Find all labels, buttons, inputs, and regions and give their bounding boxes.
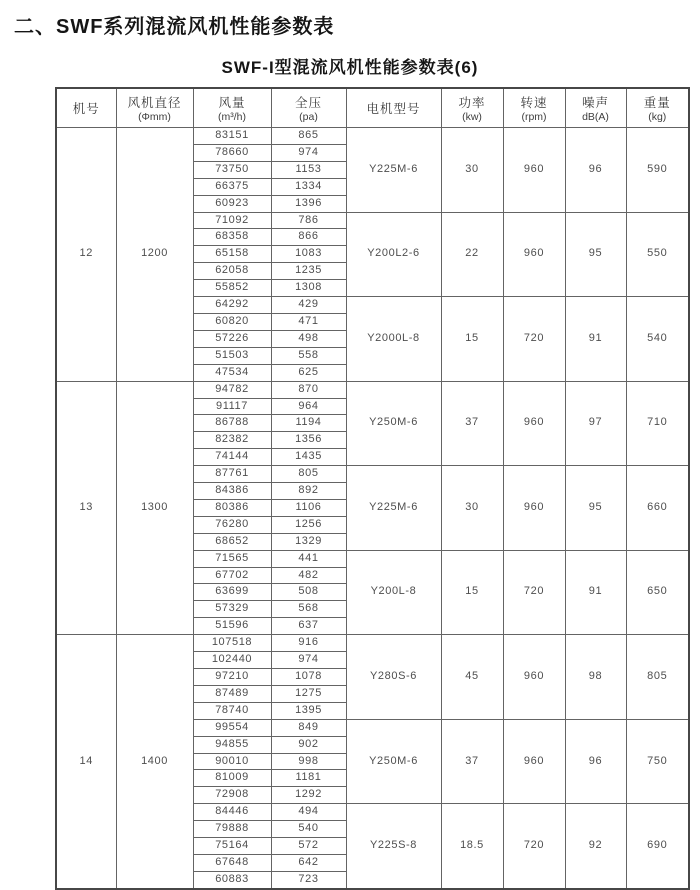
airflow-cell: 84446: [193, 804, 271, 821]
speed-cell: 960: [503, 719, 565, 804]
airflow-cell: 65158: [193, 246, 271, 263]
pressure-cell: 429: [271, 297, 346, 314]
motor-model-cell: Y225S-8: [346, 804, 441, 889]
machine-no-cell: 13: [56, 381, 116, 635]
airflow-cell: 60820: [193, 313, 271, 330]
pressure-cell: 974: [271, 652, 346, 669]
airflow-cell: 76280: [193, 516, 271, 533]
airflow-cell: 75164: [193, 838, 271, 855]
motor-model-cell: Y2000L-8: [346, 297, 441, 382]
pressure-cell: 865: [271, 128, 346, 145]
airflow-cell: 60923: [193, 195, 271, 212]
col-header-weight: [626, 88, 689, 128]
noise-cell: 95: [565, 466, 626, 551]
table-row: [56, 128, 689, 145]
pressure-cell: 471: [271, 313, 346, 330]
airflow-cell: 78740: [193, 702, 271, 719]
airflow-cell: 74144: [193, 449, 271, 466]
pressure-cell: 508: [271, 584, 346, 601]
noise-cell: 92: [565, 804, 626, 889]
airflow-cell: 87761: [193, 466, 271, 483]
pressure-cell: 1078: [271, 669, 346, 686]
weight-cell: 710: [626, 381, 689, 466]
pressure-cell: 1435: [271, 449, 346, 466]
weight-cell: 750: [626, 719, 689, 804]
pressure-cell: 916: [271, 635, 346, 652]
pressure-cell: 1194: [271, 415, 346, 432]
weight-cell: 590: [626, 128, 689, 213]
machine-no-cell: 12: [56, 128, 116, 382]
airflow-cell: 47534: [193, 364, 271, 381]
pressure-cell: 998: [271, 753, 346, 770]
machine-no-cell: 14: [56, 635, 116, 889]
pressure-cell: 625: [271, 364, 346, 381]
speed-cell: 720: [503, 297, 565, 382]
noise-cell: 96: [565, 128, 626, 213]
table-header: [56, 88, 689, 128]
col-header-label: 风量: [218, 96, 246, 110]
pressure-cell: 1275: [271, 685, 346, 702]
motor-model-cell: Y200L2-6: [346, 212, 441, 297]
pressure-cell: 1329: [271, 533, 346, 550]
noise-cell: 91: [565, 297, 626, 382]
table-body: [56, 128, 689, 889]
speed-cell: 960: [503, 212, 565, 297]
airflow-cell: 68358: [193, 229, 271, 246]
fan-diameter-cell: 1200: [116, 128, 193, 382]
airflow-cell: 102440: [193, 652, 271, 669]
power-cell: 22: [441, 212, 503, 297]
pressure-cell: 1334: [271, 178, 346, 195]
pressure-cell: 1308: [271, 280, 346, 297]
speed-cell: 960: [503, 635, 565, 720]
col-header-label: 全压: [294, 96, 322, 110]
pressure-cell: 1256: [271, 516, 346, 533]
speed-cell: 960: [503, 381, 565, 466]
weight-cell: 805: [626, 635, 689, 720]
weight-cell: 660: [626, 466, 689, 551]
col-header-speed: [503, 88, 565, 128]
pressure-cell: 1292: [271, 787, 346, 804]
motor-model-cell: Y200L-8: [346, 550, 441, 635]
pressure-cell: 558: [271, 347, 346, 364]
col-header-label: 转速: [520, 96, 548, 110]
table-row: [56, 381, 689, 398]
airflow-cell: 55852: [193, 280, 271, 297]
power-cell: 15: [441, 550, 503, 635]
weight-cell: 540: [626, 297, 689, 382]
pressure-cell: 1106: [271, 499, 346, 516]
airflow-cell: 66375: [193, 178, 271, 195]
airflow-cell: 83151: [193, 128, 271, 145]
pressure-cell: 974: [271, 144, 346, 161]
airflow-cell: 99554: [193, 719, 271, 736]
pressure-cell: 572: [271, 838, 346, 855]
airflow-cell: 67702: [193, 567, 271, 584]
power-cell: 45: [441, 635, 503, 720]
col-header-label: 电机型号: [366, 102, 421, 116]
airflow-cell: 90010: [193, 753, 271, 770]
pressure-cell: 540: [271, 821, 346, 838]
airflow-cell: 97210: [193, 669, 271, 686]
airflow-cell: 81009: [193, 770, 271, 787]
pressure-cell: 642: [271, 854, 346, 871]
airflow-cell: 80386: [193, 499, 271, 516]
col-header-unit: (kg): [648, 111, 667, 123]
airflow-cell: 67648: [193, 854, 271, 871]
header-row: [56, 88, 689, 128]
airflow-cell: 51596: [193, 618, 271, 635]
pressure-cell: 494: [271, 804, 346, 821]
pressure-cell: 1396: [271, 195, 346, 212]
col-header-diameter: [116, 88, 193, 128]
airflow-cell: 73750: [193, 161, 271, 178]
weight-cell: 550: [626, 212, 689, 297]
pressure-cell: 1395: [271, 702, 346, 719]
pressure-cell: 1083: [271, 246, 346, 263]
pressure-cell: 568: [271, 601, 346, 618]
pressure-cell: 866: [271, 229, 346, 246]
col-header-airflow: [193, 88, 271, 128]
power-cell: 37: [441, 719, 503, 804]
col-header-unit: dB(A): [582, 111, 609, 123]
noise-cell: 95: [565, 212, 626, 297]
page-title: 二、SWF系列混流风机性能参数表: [14, 16, 335, 38]
airflow-cell: 84386: [193, 483, 271, 500]
col-header-machine-no: [56, 88, 116, 128]
weight-cell: 690: [626, 804, 689, 889]
col-header-label: 机号: [72, 102, 100, 116]
airflow-cell: 86788: [193, 415, 271, 432]
weight-cell: 650: [626, 550, 689, 635]
pressure-cell: 964: [271, 398, 346, 415]
fan-diameter-cell: 1400: [116, 635, 193, 889]
pressure-cell: 441: [271, 550, 346, 567]
speed-cell: 960: [503, 128, 565, 213]
airflow-cell: 51503: [193, 347, 271, 364]
power-cell: 37: [441, 381, 503, 466]
table-title: SWF-I型混流风机性能参数表(6): [221, 58, 479, 77]
pressure-cell: 849: [271, 719, 346, 736]
pressure-cell: 786: [271, 212, 346, 229]
power-cell: 15: [441, 297, 503, 382]
motor-model-cell: Y280S-6: [346, 635, 441, 720]
power-cell: 30: [441, 128, 503, 213]
airflow-cell: 78660: [193, 144, 271, 161]
motor-model-cell: Y250M-6: [346, 381, 441, 466]
pressure-cell: 498: [271, 330, 346, 347]
pressure-cell: 1153: [271, 161, 346, 178]
speed-cell: 720: [503, 550, 565, 635]
airflow-cell: 68652: [193, 533, 271, 550]
power-cell: 30: [441, 466, 503, 551]
pressure-cell: 1235: [271, 263, 346, 280]
noise-cell: 96: [565, 719, 626, 804]
col-header-unit: (kw): [462, 111, 482, 123]
speed-cell: 720: [503, 804, 565, 889]
col-header-label: 风机直径: [127, 96, 182, 110]
airflow-cell: 71565: [193, 550, 271, 567]
motor-model-cell: Y225M-6: [346, 466, 441, 551]
motor-model-cell: Y225M-6: [346, 128, 441, 213]
col-header-unit: (m³/h): [218, 111, 246, 123]
document-page: [0, 10, 700, 889]
power-cell: 18.5: [441, 804, 503, 889]
pressure-cell: 637: [271, 618, 346, 635]
col-header-motor-model: [346, 88, 441, 128]
table-row: [56, 635, 689, 652]
airflow-cell: 82382: [193, 432, 271, 449]
pressure-cell: 870: [271, 381, 346, 398]
airflow-cell: 91117: [193, 398, 271, 415]
airflow-cell: 60883: [193, 871, 271, 888]
pressure-cell: 1181: [271, 770, 346, 787]
airflow-cell: 72908: [193, 787, 271, 804]
airflow-cell: 107518: [193, 635, 271, 652]
airflow-cell: 57329: [193, 601, 271, 618]
pressure-cell: 805: [271, 466, 346, 483]
fan-performance-table: [55, 87, 690, 890]
airflow-cell: 79888: [193, 821, 271, 838]
airflow-cell: 64292: [193, 297, 271, 314]
noise-cell: 97: [565, 381, 626, 466]
speed-cell: 960: [503, 466, 565, 551]
airflow-cell: 87489: [193, 685, 271, 702]
col-header-pressure: [271, 88, 346, 128]
motor-model-cell: Y250M-6: [346, 719, 441, 804]
airflow-cell: 62058: [193, 263, 271, 280]
col-header-unit: (pa): [299, 111, 318, 123]
airflow-cell: 71092: [193, 212, 271, 229]
col-header-power: [441, 88, 503, 128]
col-header-label: 功率: [458, 96, 486, 110]
pressure-cell: 482: [271, 567, 346, 584]
pressure-cell: 1356: [271, 432, 346, 449]
noise-cell: 91: [565, 550, 626, 635]
col-header-label: 噪声: [581, 96, 609, 110]
pressure-cell: 892: [271, 483, 346, 500]
pressure-cell: 902: [271, 736, 346, 753]
col-header-unit: (rpm): [521, 111, 547, 123]
col-header-label: 重量: [643, 96, 671, 110]
airflow-cell: 94855: [193, 736, 271, 753]
fan-diameter-cell: 1300: [116, 381, 193, 635]
col-header-unit: (Φmm): [138, 111, 171, 123]
col-header-noise: [565, 88, 626, 128]
pressure-cell: 723: [271, 871, 346, 888]
airflow-cell: 94782: [193, 381, 271, 398]
airflow-cell: 63699: [193, 584, 271, 601]
noise-cell: 98: [565, 635, 626, 720]
airflow-cell: 57226: [193, 330, 271, 347]
